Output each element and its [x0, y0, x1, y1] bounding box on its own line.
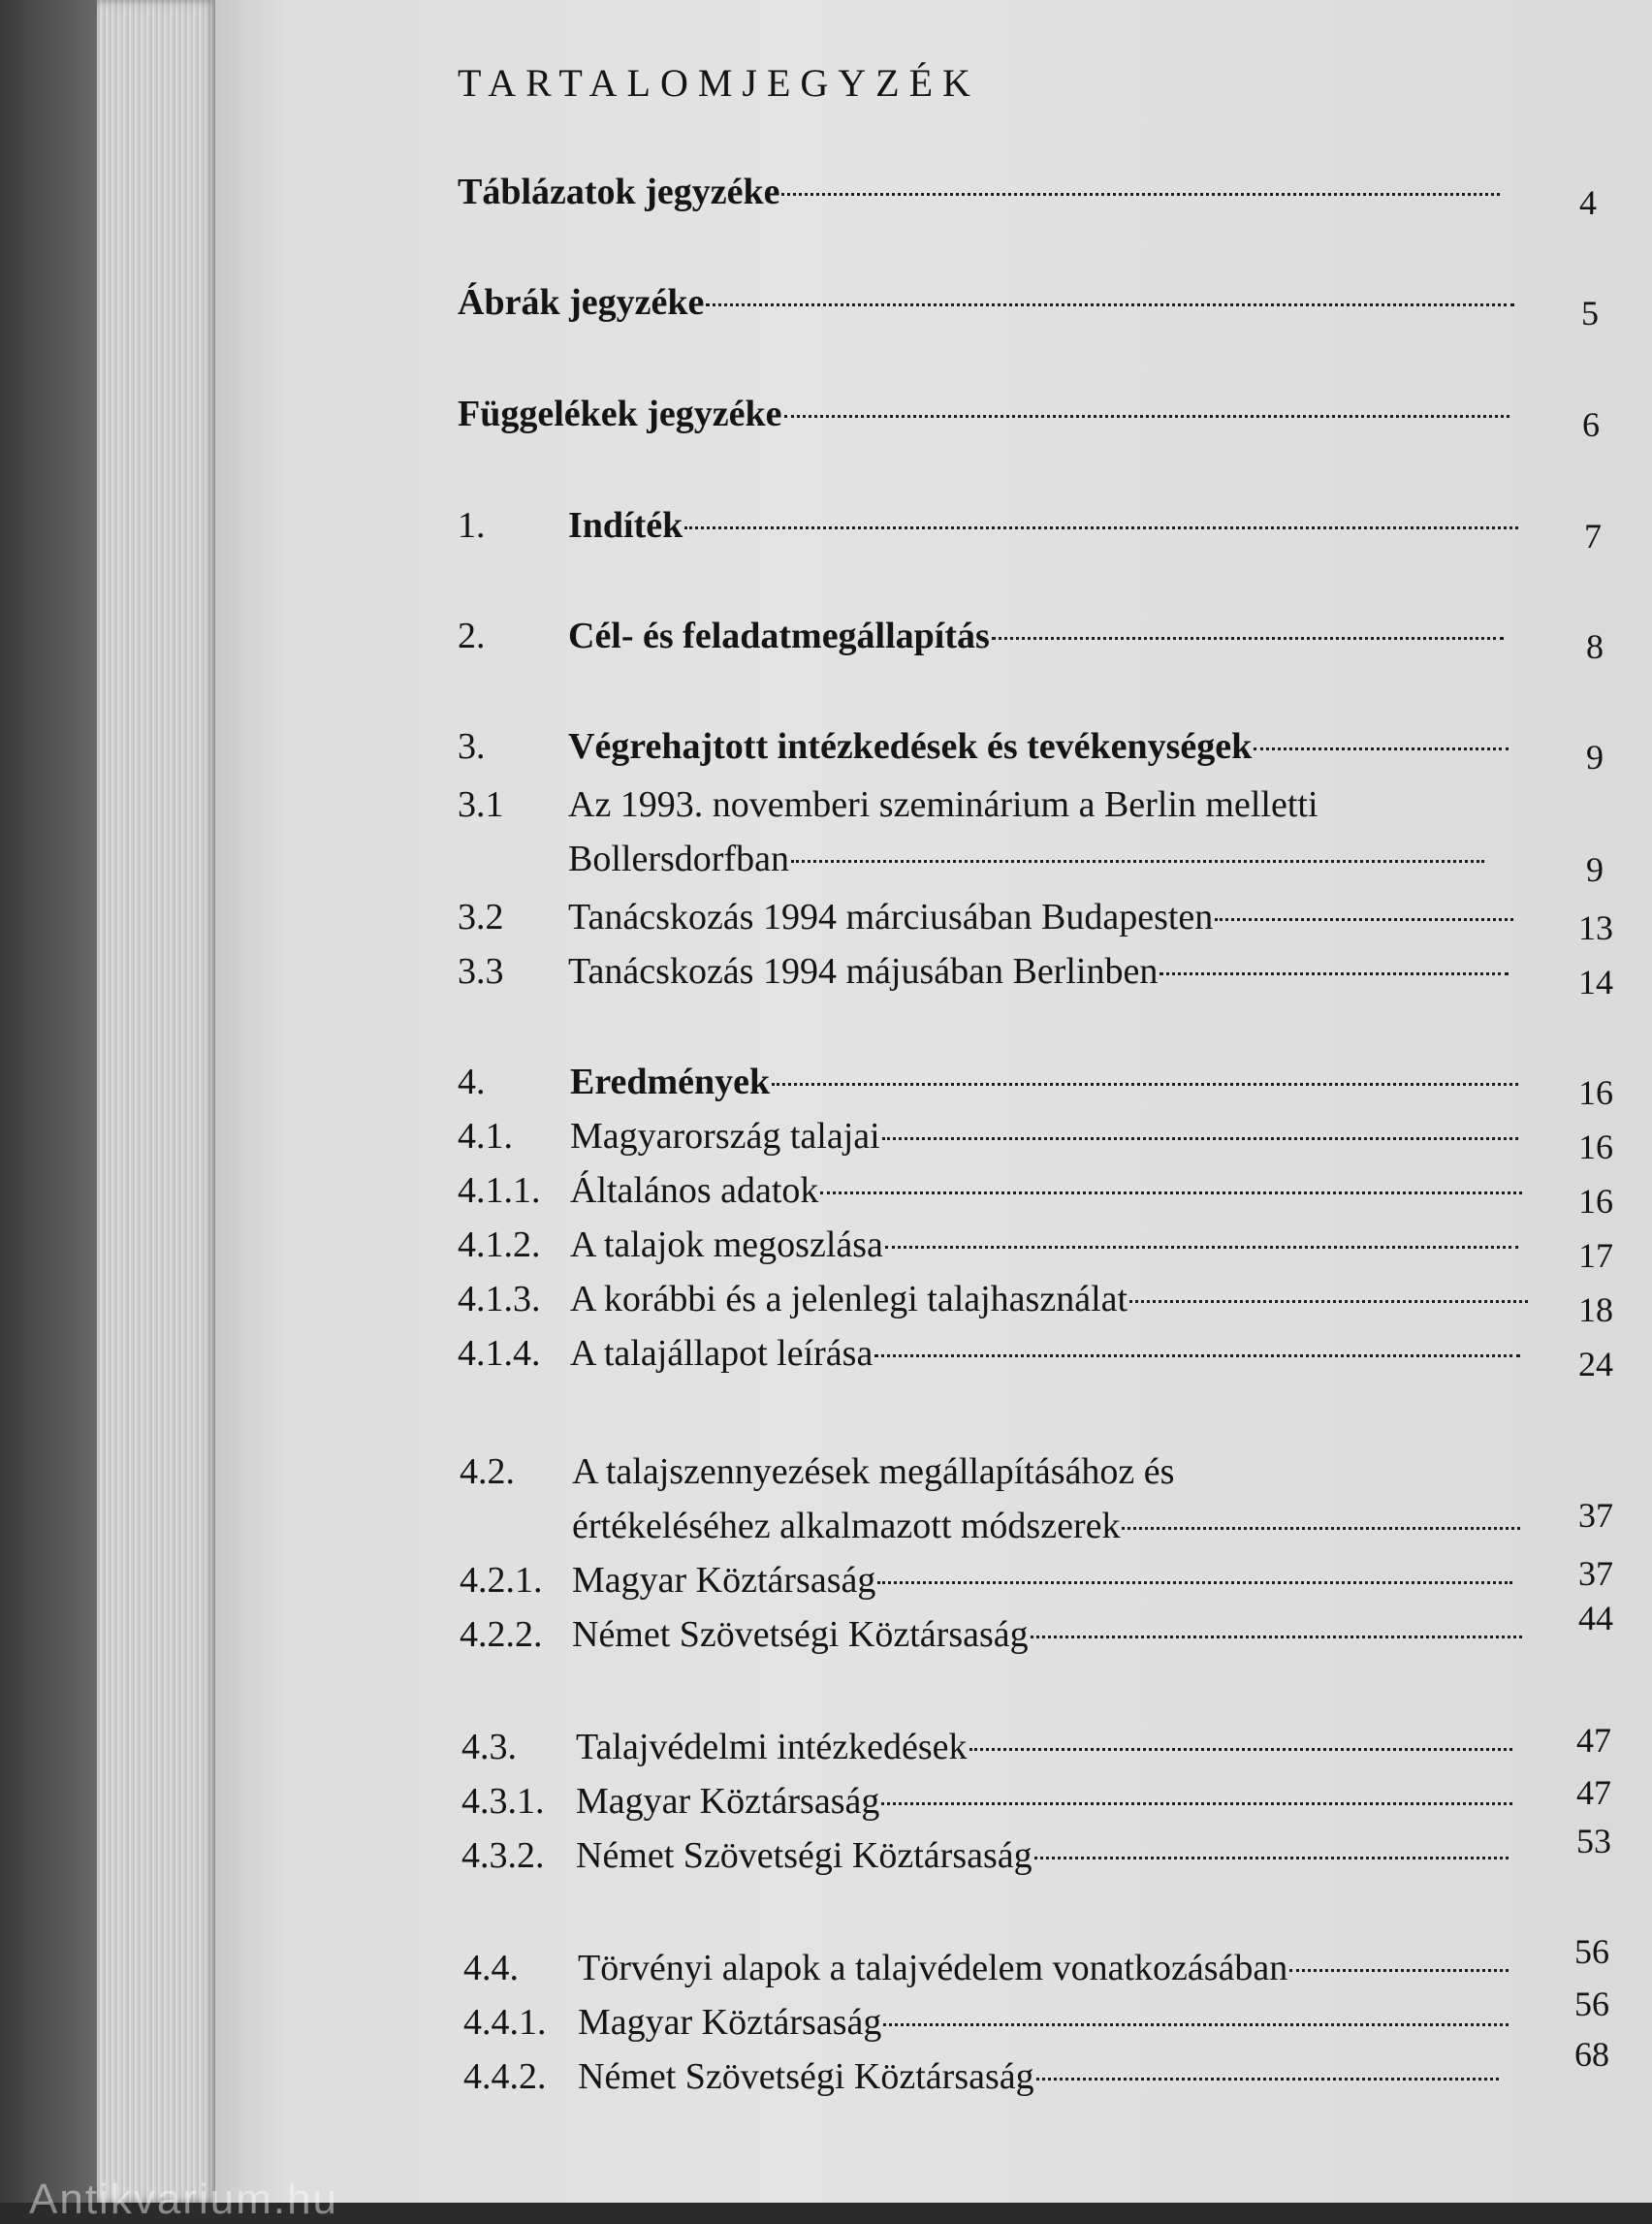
toc-entry-page: 37: [1578, 1496, 1613, 1535]
toc-entry-text: A korábbi és a jelenlegi talajhasználat: [570, 1279, 1128, 1319]
toc-entry-page: 47: [1576, 1773, 1611, 1812]
toc-entry-text: Az 1993. novemberi szeminárium a Berlin melletti: [568, 784, 1318, 825]
toc-entry-number: 4.1.3.: [458, 1279, 541, 1319]
toc-entry-number: 3.1: [458, 784, 504, 825]
toc-entry-text: Táblázatok jegyzéke: [458, 172, 780, 212]
toc-entry[interactable]: [461, 1773, 1611, 1828]
toc-entry-page: 13: [1578, 908, 1613, 947]
dot-leader: [820, 1191, 1522, 1194]
toc-title: TARTALOMJEGYZÉK: [458, 61, 980, 105]
toc-entry-text: Végrehajtott intézkedések és tevékenységek: [568, 726, 1253, 767]
toc-entry-text-continued: értékeléséhez alkalmazott módszerek: [572, 1506, 1121, 1546]
toc-entry-text: Eredmények: [570, 1062, 771, 1102]
toc-entry[interactable]: [458, 1115, 1613, 1166]
page-edges: [97, 0, 218, 2203]
toc-entry-number: 4.3.1.: [461, 1781, 545, 1822]
toc-entry-number: 3.: [458, 726, 486, 767]
dot-leader: [885, 1246, 1518, 1249]
toc-entry-text: Talajvédelmi intézkedések: [576, 1727, 968, 1767]
dot-leader: [706, 303, 1514, 306]
toc-entry-text: Tanácskozás 1994 márciusában Budapesten: [568, 897, 1214, 937]
toc-entry-number: 4.1.1.: [458, 1170, 541, 1211]
toc-entry-page: 9: [1586, 738, 1604, 777]
toc-entry[interactable]: [458, 393, 1602, 444]
toc-entry[interactable]: [458, 171, 1602, 222]
toc-entry-number: 4.2.: [460, 1451, 515, 1492]
toc-entry-page: 17: [1578, 1236, 1613, 1275]
toc-entry[interactable]: [458, 615, 1604, 666]
dot-leader: [1031, 1636, 1522, 1638]
toc-entry-number: 4.3.: [461, 1727, 517, 1767]
toc-entry-text: Német Szövetségi Köztársaság: [572, 1614, 1029, 1655]
toc-entry-number: 4.4.: [463, 1948, 519, 1988]
toc-entry[interactable]: [458, 725, 1604, 777]
toc-entry-page: 44: [1578, 1599, 1613, 1637]
dot-leader: [684, 526, 1518, 529]
toc-entry-number: 4.1.: [458, 1116, 513, 1157]
toc-entry-page: 18: [1578, 1290, 1613, 1329]
toc-entry-page: 16: [1578, 1182, 1613, 1221]
toc-entry-page: 8: [1586, 627, 1604, 666]
toc-entry-text: A talajállapot leírása: [570, 1333, 874, 1374]
dot-leader: [1254, 747, 1509, 750]
toc-entry-number: 4.3.2.: [461, 1835, 545, 1876]
toc-entry[interactable]: [460, 1554, 1613, 1607]
dot-leader: [877, 1581, 1512, 1584]
toc-entry-number: 4.4.2.: [463, 2056, 547, 2097]
toc-entry-page: 7: [1584, 517, 1602, 556]
dot-leader: [1289, 1969, 1509, 1972]
toc-entry[interactable]: [458, 1332, 1613, 1383]
dot-leader: [1215, 918, 1513, 921]
table-of-contents: [215, 0, 1652, 2203]
toc-entry-text: Ábrák jegyzéke: [458, 282, 705, 323]
book-page: [215, 0, 1652, 2203]
toc-entry-page: 53: [1576, 1822, 1611, 1860]
toc-entry[interactable]: [463, 1985, 1609, 2049]
toc-entry-page: 4: [1579, 183, 1597, 222]
toc-entry[interactable]: [458, 1278, 1613, 1329]
toc-entry[interactable]: [458, 1061, 1613, 1112]
toc-entry-text: Magyar Köztársaság: [576, 1781, 880, 1822]
toc-entry[interactable]: [463, 1932, 1609, 1995]
toc-entry-page: 56: [1574, 1932, 1609, 1971]
toc-entry-number: 4.4.1.: [463, 2002, 547, 2043]
toc-entry[interactable]: [460, 1450, 1613, 1557]
toc-entry-number: 4.1.4.: [458, 1333, 541, 1374]
dot-leader: [1036, 2078, 1499, 2081]
toc-entry-page: 37: [1578, 1554, 1613, 1593]
toc-entry-number: 4.2.2.: [460, 1614, 543, 1655]
toc-entry-page: 47: [1576, 1721, 1611, 1760]
dot-leader: [874, 1354, 1520, 1357]
toc-entry[interactable]: [458, 783, 1602, 890]
dot-leader: [883, 2023, 1509, 2026]
dot-leader: [1160, 972, 1509, 975]
toc-entry-text: Magyar Köztársaság: [572, 1560, 876, 1601]
toc-entry-page: 24: [1578, 1345, 1613, 1383]
toc-entry-text: Indíték: [568, 505, 683, 546]
toc-entry-text: Német Szövetségi Köztársaság: [576, 1835, 1032, 1876]
toc-entry[interactable]: [461, 1822, 1611, 1883]
toc-entry-text: A talajok megoszlása: [570, 1224, 883, 1265]
toc-entry-text: A talajszennyezések megállapításához és: [572, 1451, 1175, 1492]
toc-entry-page: 68: [1574, 2035, 1609, 2074]
toc-entry-number: 4.: [458, 1062, 486, 1102]
toc-entry-text: Törvényi alapok a talajvédelem vonatkozásában: [578, 1948, 1288, 1988]
dot-leader: [1129, 1300, 1528, 1303]
dot-leader: [781, 193, 1500, 196]
toc-entry[interactable]: [458, 281, 1602, 333]
toc-entry-number: 2.: [458, 616, 486, 656]
toc-entry-text: Tanácskozás 1994 májusában Berlinben: [568, 951, 1159, 992]
toc-entry[interactable]: [463, 2035, 1609, 2104]
dot-leader: [992, 637, 1504, 640]
toc-entry[interactable]: [458, 504, 1602, 556]
toc-entry-number: 4.2.1.: [460, 1560, 543, 1601]
toc-entry-number: 3.3: [458, 951, 504, 992]
toc-entry[interactable]: [458, 1223, 1613, 1275]
toc-entry-text: Magyar Köztársaság: [578, 2002, 882, 2043]
toc-entry-text: Német Szövetségi Köztársaság: [578, 2056, 1034, 2097]
toc-entry-text-continued: Bollersdorfban: [568, 839, 789, 879]
toc-entry-text: Általános adatok: [570, 1170, 819, 1211]
toc-entry-text: Cél- és feladatmegállapítás: [568, 616, 990, 656]
toc-entry[interactable]: [458, 1169, 1613, 1221]
dot-leader: [1034, 1857, 1509, 1859]
watermark: Antikvarium.hu: [29, 2176, 339, 2223]
dot-leader: [969, 1748, 1512, 1751]
toc-entry-number: 1.: [458, 505, 486, 546]
toc-entry-number: 4.1.2.: [458, 1224, 541, 1265]
toc-entry[interactable]: [461, 1721, 1611, 1774]
toc-entry-page: 56: [1574, 1985, 1609, 2023]
toc-entry-page: 5: [1581, 294, 1599, 333]
dot-leader: [881, 1802, 1512, 1805]
toc-entry-page: 16: [1578, 1073, 1613, 1112]
dot-leader: [772, 1083, 1518, 1086]
dot-leader: [784, 415, 1509, 418]
toc-entry[interactable]: [458, 950, 1613, 1001]
toc-entry-text: Magyarország talajai: [570, 1116, 880, 1157]
dot-leader: [791, 860, 1484, 863]
toc-entry-page: 9: [1586, 850, 1604, 889]
toc-entry[interactable]: [458, 896, 1613, 947]
toc-entry-text: Függelékek jegyzéke: [458, 394, 782, 434]
dot-leader: [882, 1137, 1518, 1140]
toc-entry-page: 14: [1578, 963, 1613, 1001]
toc-entry-number: 3.2: [458, 897, 504, 937]
dot-leader: [1122, 1527, 1520, 1530]
toc-entry-page: 16: [1578, 1128, 1613, 1166]
toc-entry[interactable]: [460, 1599, 1613, 1662]
toc-entry-page: 6: [1582, 405, 1600, 444]
